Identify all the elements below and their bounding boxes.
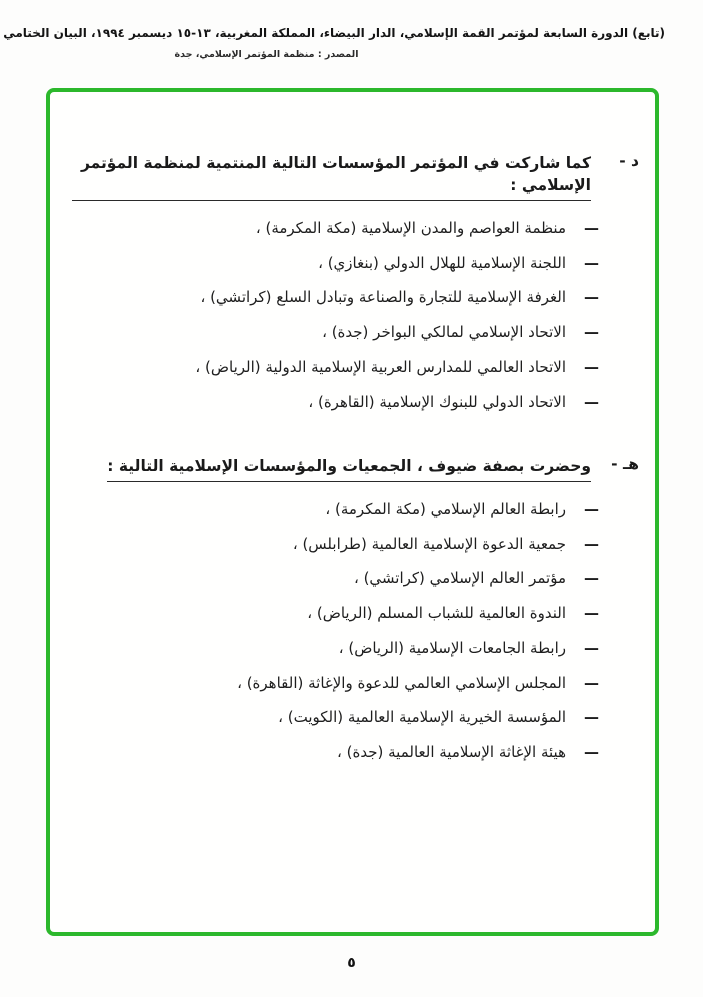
list-item <box>72 707 599 729</box>
document-body <box>72 152 639 806</box>
item-text: الغرفة الإسلامية للتجارة والصناعة وتبادل السلع (كراتشي) ، <box>200 288 566 307</box>
section-dal <box>72 152 639 413</box>
dash-bullet: — <box>584 392 599 411</box>
list-item <box>72 742 599 764</box>
item-text: الاتحاد العالمي للمدارس العربية الإسلامية الدولية (الرياض) ، <box>195 357 566 376</box>
section-marker: د - <box>619 152 639 170</box>
list-item <box>72 568 599 590</box>
dash-bullet: — <box>584 357 599 376</box>
item-text: الاتحاد الإسلامي لمالكي البواخر (جدة) ، <box>322 323 566 342</box>
list-item <box>72 603 599 625</box>
list-item <box>72 322 599 344</box>
item-text: الاتحاد الدولي للبنوك الإسلامية (القاهرة) ، <box>308 392 566 411</box>
item-text: منظمة العواصم والمدن الإسلامية (مكة المكرمة) ، <box>255 218 566 237</box>
section-marker: هـ - <box>611 455 639 474</box>
dash-bullet: — <box>584 638 599 657</box>
item-text: هيئة الإغاثة الإسلامية العالمية (جدة) ، <box>337 743 566 762</box>
item-text: مؤتمر العالم الإسلامي (كراتشي) ، <box>353 569 566 588</box>
dash-bullet: — <box>584 323 599 342</box>
dash-bullet: — <box>584 253 599 272</box>
page-number: ٥ <box>347 955 356 971</box>
list-item <box>72 638 599 660</box>
item-text: اللجنة الإسلامية للهلال الدولي (بنغازي) ، <box>318 253 566 272</box>
content-frame <box>46 88 659 936</box>
list-item <box>72 499 599 521</box>
item-text: رابطة العالم الإسلامي (مكة المكرمة) ، <box>325 499 566 518</box>
dash-bullet: — <box>584 534 599 553</box>
item-text: الندوة العالمية للشباب المسلم (الرياض) ، <box>307 604 566 623</box>
item-text: جمعية الدعوة الإسلامية العالمية (طرابلس) ، <box>292 534 566 553</box>
section-ha-items <box>72 499 599 764</box>
document-header <box>3 26 665 60</box>
dash-bullet: — <box>584 288 599 307</box>
list-item <box>72 392 599 414</box>
section-heading: وحضرت بصفة ضيوف ، الجمعيات والمؤسسات الإسلامية التالية : <box>107 455 591 481</box>
section-dal-items <box>72 218 599 414</box>
dash-bullet: — <box>584 743 599 762</box>
item-text: المجلس الإسلامي العالمي للدعوة والإغاثة (القاهرة) ، <box>237 673 566 692</box>
dash-bullet: — <box>584 569 599 588</box>
section-dal-head <box>72 152 639 201</box>
section-ha-head <box>72 455 639 481</box>
list-item <box>72 534 599 556</box>
list-item <box>72 673 599 695</box>
section-ha <box>72 455 639 763</box>
dash-bullet: — <box>584 673 599 692</box>
header-source: المصدر : منظمة المؤتمر الإسلامي، جدة <box>174 49 359 60</box>
dash-bullet: — <box>584 499 599 518</box>
section-heading: كما شاركت في المؤتمر المؤسسات التالية المنتمية لمنظمة المؤتمر الإسلامي : <box>72 152 591 201</box>
dash-bullet: — <box>584 218 599 237</box>
list-item <box>72 287 599 309</box>
dash-bullet: — <box>584 604 599 623</box>
list-item <box>72 357 599 379</box>
dash-bullet: — <box>584 708 599 727</box>
item-text: رابطة الجامعات الإسلامية (الرياض) ، <box>338 638 566 657</box>
item-text: المؤسسة الخيرية الإسلامية العالمية (الكويت) ، <box>278 708 566 727</box>
list-item <box>72 218 599 240</box>
list-item <box>72 253 599 275</box>
header-title: (تابع) الدورة السابعة لمؤتمر القمة الإسلامي، الدار البيضاء، المملكة المغربية، ١٣-١٥ ديسمبر ١٩٩٤، البيان الختامي <box>3 26 665 40</box>
